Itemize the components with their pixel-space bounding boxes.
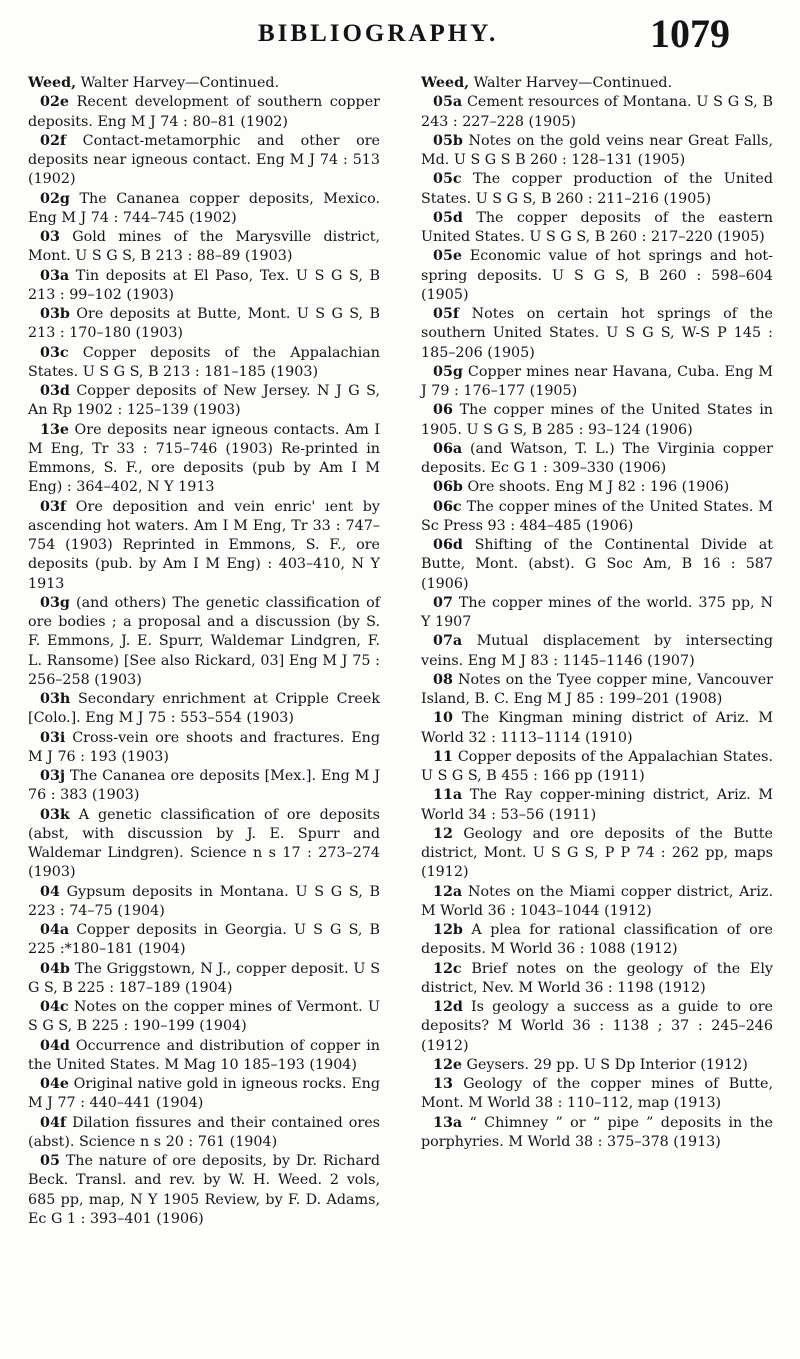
bibliography-entry (28, 344, 380, 383)
bibliography-entry (421, 132, 773, 171)
entry-key: 12d (433, 999, 463, 1015)
entry-key: 04f (40, 1114, 67, 1131)
page-header (0, 6, 800, 62)
entry-key: 08 (433, 671, 453, 688)
entry-citation: (and Watson, T. L.) The Virginia copper deposits. Ec G 1 : 309–330 (1906) (421, 440, 774, 476)
entry-citation: The copper deposits of the eastern United States. U S G S, B 260 : 217–220 (1905) (421, 209, 773, 245)
entry-key: 07a (433, 633, 463, 650)
entry-key: 02f (40, 132, 67, 149)
entry-key: 03d (40, 383, 70, 399)
bibliography-entry (421, 478, 773, 497)
page-number: 1079 (650, 11, 730, 56)
entry-key: 03b (40, 306, 70, 322)
entry-citation: Ore deposition and vein enric' ıent by ascending hot waters. Am I M Eng, Tr 33 : 747–754 (1903) Reprinted in Emmons, S. F., ore deposits (pub. by Am I M Eng) : 403–410, N Y 1913 (28, 498, 380, 592)
entry-key: 11a (433, 787, 463, 804)
entry-citation: Notes on the copper mines of Vermont. U S G S, B 225 : 190–199 (1904) (28, 999, 380, 1035)
entry-citation: Gold mines of the Marysville district, Mont. U S G S, B 213 : 88–89 (1903) (28, 229, 381, 265)
entry-key: 05b (433, 132, 463, 149)
bibliography-entry (421, 960, 773, 999)
bibliography-entry (421, 998, 773, 1056)
entry-citation: Secondary enrichment at Cripple Creek [Colo.]. Eng M J 75 : 553–554 (1903) (28, 691, 381, 727)
bibliography-entry (421, 93, 773, 132)
entry-key: 05e (433, 248, 462, 265)
bibliography-entry (28, 498, 380, 594)
entry-citation: The Ray copper-mining district, Ariz. M World 34 : 53–56 (1911) (421, 787, 773, 823)
entry-citation: Economic value of hot springs and hot-spring deposits. U S G S, B 260 : 598–604 (1905) (421, 248, 773, 303)
entry-key: 11 (433, 748, 453, 765)
entry-citation: Cross-vein ore shoots and fractures. Eng M J 76 : 193 (1903) (28, 729, 381, 765)
bibliography-entry (421, 748, 773, 787)
entry-citation: Ore deposits near igneous contacts. Am I M Eng, Tr 33 : 715–746 (1903) Re-printed in Emmons, S. F., ore deposits (pub by Am I M Eng) : 364–402, N Y 1913 (28, 421, 380, 496)
bibliography-entry (421, 401, 773, 440)
entry-key: 12 (433, 825, 453, 842)
entry-citation: The nature of ore deposits, by Dr. Richard Beck. Transl. and rev. by W. H. Weed. 2 vols, 685 pp, map, N Y 1905 Review, by F. D. Adams, Ec G 1 : 393–401 (1906) (28, 1153, 380, 1227)
entry-citation: Occurrence and distribution of copper in the United States. M Mag 10 185–193 (1904) (28, 1037, 380, 1073)
entry-key: 04a (40, 922, 70, 938)
bibliography-entry (28, 921, 380, 960)
entry-citation: Notes on the gold veins near Great Falls, Md. U S G S B 260 : 128–131 (1905) (421, 132, 773, 168)
entry-key: 03c (40, 344, 69, 361)
bibliography-entry (28, 960, 380, 999)
entry-citation: Notes on the Tyee copper mine, Vancouver Island, B. C. Eng M J 85 : 199–201 (1908) (421, 671, 774, 707)
entry-key: 03k (40, 806, 70, 823)
bibliography-entry (28, 190, 380, 229)
author-continued: Walter Harvey—Continued. (469, 75, 673, 91)
entry-citation: Ore shoots. Eng M J 82 : 196 (1906) (467, 479, 730, 496)
entry-key: 12c (433, 960, 462, 977)
entry-key: 13 (433, 1076, 453, 1092)
entry-key: 04d (40, 1037, 70, 1054)
entry-key: 03a (40, 267, 70, 284)
entry-key: 04 (40, 883, 60, 900)
author-heading (28, 74, 380, 93)
entry-key: 12a (433, 883, 463, 900)
bibliography-entry (28, 998, 380, 1037)
entry-citation: Mutual displacement by intersecting veins. Eng M J 83 : 1145–1146 (1907) (421, 633, 774, 669)
entry-key: 05 (40, 1153, 60, 1169)
bibliography-entry (421, 498, 773, 537)
bibliography-entry (421, 1075, 773, 1114)
entry-citation: The copper production of the United States. U S G S, B 260 : 211–216 (1905) (421, 171, 773, 207)
entry-key: 03j (40, 768, 66, 784)
entry-citation: Geysers. 29 pp. U S Dp Interior (1912) (466, 1056, 748, 1073)
bibliography-entry (421, 1056, 773, 1075)
author-continued: Walter Harvey—Continued. (76, 75, 280, 91)
entry-citation: Contact-metamorphic and other ore deposits near igneous contact. Eng M J 74 : 513 (1902) (28, 132, 381, 188)
bibliography-entry (421, 363, 773, 402)
entry-citation: Tin deposits at El Paso, Tex. U S G S, B 213 : 99–102 (1903) (28, 267, 380, 303)
entry-citation: Recent development of southern copper deposits. Eng M J 74 : 80–81 (1902) (28, 94, 381, 130)
running-title: BIBLIOGRAPHY. (258, 20, 499, 47)
entry-key: 03i (40, 729, 66, 746)
bibliography-entry (421, 1114, 773, 1153)
bibliography-entry (28, 1114, 380, 1153)
entry-citation: Copper deposits of New Jersey. N J G S, An Rp 1902 : 125–139 (1903) (28, 383, 381, 419)
entry-key: 07 (433, 594, 453, 611)
bibliography-entry (421, 921, 773, 960)
bibliography-entry (421, 786, 773, 825)
entry-citation: Gypsum deposits in Montana. U S G S, B 223 : 74–75 (1904) (28, 883, 380, 919)
entry-key: 13e (40, 421, 69, 438)
bibliography-entry (421, 632, 773, 671)
bibliography-entry (28, 883, 380, 922)
entry-citation: Cement resources of Montana. U S G S, B 243 : 227–228 (1905) (421, 94, 773, 130)
bibliography-entry (28, 729, 380, 768)
entry-citation: Geology and ore deposits of the Butte district, Mont. U S G S, P P 74 : 262 pp, maps (1912) (421, 825, 773, 881)
entry-citation: “ Chimney ” or “ pipe ” deposits in the porphyries. M World 38 : 375–378 (1913) (421, 1114, 773, 1150)
bibliography-entry (28, 690, 380, 729)
entry-citation: The Cananea copper deposits, Mexico. Eng M J 74 : 744–745 (1902) (28, 190, 380, 226)
bibliography-entry (421, 440, 773, 479)
entry-key: 05g (433, 363, 463, 380)
bibliography-entry (421, 825, 773, 883)
entry-key: 05f (433, 306, 460, 322)
entry-citation: (and others) The genetic classification of ore bodies ; a proposal and a discussion (by S. F. Emmons, J. E. Spurr, Waldemar Lindgren, F. L. Ransome) [See also Rickard, 03] Eng M J 75 : 256–258 (1903) (28, 594, 381, 688)
entry-citation: A plea for rational classification of ore deposits. M World 36 : 1088 (1912) (421, 922, 773, 958)
entry-key: 10 (433, 710, 453, 727)
entry-citation: Ore deposits at Butte, Mont. U S G S, B 213 : 170–180 (1903) (28, 306, 380, 342)
bibliography-entry (28, 1075, 380, 1114)
entry-key: 04e (40, 1076, 69, 1092)
right-column (421, 74, 773, 1152)
entry-key: 06d (433, 537, 463, 553)
bibliography-entry (28, 806, 380, 883)
bibliography-entry (421, 883, 773, 922)
entry-key: 05c (433, 171, 462, 188)
entry-key: 03 (40, 229, 60, 245)
bibliography-entry (421, 536, 773, 594)
entry-citation: Copper mines near Havana, Cuba. Eng M J 79 : 176–177 (1905) (421, 363, 773, 399)
entry-key: 02g (40, 190, 70, 207)
entry-citation: The Griggstown, N J., copper deposit. U S G S, B 225 : 187–189 (1904) (28, 960, 380, 996)
entry-citation: A genetic classification of ore deposits (abst, with discussion by J. E. Spurr and Waldemar Lindgren). Science n s 17 : 273–274 (1903) (28, 806, 381, 881)
entry-key: 06c (433, 498, 462, 515)
bibliography-entry (421, 305, 773, 363)
entry-citation: Copper deposits of the Appalachian States. U S G S, B 455 : 166 pp (1911) (421, 748, 774, 784)
entry-key: 04c (40, 999, 69, 1015)
bibliography-entry (28, 267, 380, 306)
entry-citation: Brief notes on the geology of the Ely district, Nev. M World 36 : 1198 (1912) (421, 960, 773, 996)
entry-citation: Original native gold in igneous rocks. Eng M J 77 : 440–441 (1904) (28, 1076, 380, 1112)
entry-key: 13a (433, 1114, 463, 1131)
bibliography-entry (28, 421, 380, 498)
entry-key: 03h (40, 691, 71, 707)
bibliography-entry (421, 709, 773, 748)
bibliography-entry (28, 382, 380, 421)
entry-citation: Notes on certain hot springs of the southern United States. U S G S, W-S P 145 : 185–206 (1905) (421, 306, 774, 361)
entry-key: 06b (433, 479, 463, 496)
bibliography-entry (28, 594, 380, 690)
entry-citation: Dilation fissures and their contained ores (abst). Science n s 20 : 761 (1904) (28, 1114, 381, 1150)
entry-key: 12b (433, 922, 463, 938)
entry-key: 05d (433, 209, 463, 226)
author-name: Weed, (421, 75, 470, 91)
entry-citation: Notes on the Miami copper district, Ariz. M World 36 : 1043–1044 (1912) (421, 883, 773, 919)
entry-key: 04b (40, 960, 70, 977)
entry-citation: The copper mines of the world. 375 pp, N Y 1907 (421, 594, 773, 630)
bibliography-entry (28, 228, 380, 267)
author-name: Weed, (28, 75, 77, 91)
entry-key: 06a (433, 440, 463, 457)
entry-key: 05a (433, 94, 463, 111)
entry-citation: Shifting of the Continental Divide at Butte, Mont. (abst). G Soc Am, B 16 : 587 (1906) (421, 537, 774, 592)
author-heading (421, 74, 773, 93)
bibliography-entry (28, 767, 380, 806)
bibliography-entry (421, 170, 773, 209)
entry-citation: Geology of the copper mines of Butte, Mont. M World 38 : 110–112, map (1913) (421, 1076, 774, 1112)
bibliography-entry (28, 1152, 380, 1229)
bibliography-entry (421, 671, 773, 710)
entry-key: 03g (40, 594, 70, 611)
entry-citation: Copper deposits of the Appalachian States. U S G S, B 213 : 181–185 (1903) (28, 344, 380, 380)
entry-citation: The copper mines of the United States. M Sc Press 93 : 484–485 (1906) (421, 498, 774, 534)
entry-citation: Is geology a success as a guide to ore deposits? M World 36 : 1138 ; 37 : 245–246 (1912) (421, 999, 774, 1054)
entry-citation: The Cananea ore deposits [Mex.]. Eng M J 76 : 383 (1903) (28, 768, 380, 804)
bibliography-entry (28, 305, 380, 344)
bibliography-entry (421, 209, 773, 248)
entry-key: 02e (40, 94, 69, 111)
bibliography-entry (421, 594, 773, 633)
bibliography-entry (28, 93, 380, 132)
entry-citation: The Kingman mining district of Ariz. M World 32 : 1113–1114 (1910) (421, 710, 773, 746)
left-column (28, 74, 380, 1229)
entry-citation: Copper deposits in Georgia. U S G S, B 225 :*180–181 (1904) (28, 922, 380, 958)
bibliography-entry (28, 1037, 380, 1076)
entry-citation: The copper mines of the United States in 1905. U S G S, B 285 : 93–124 (1906) (421, 402, 773, 438)
entry-key: 06 (433, 402, 453, 419)
entry-key: 03f (40, 498, 67, 515)
bibliography-entry (28, 132, 380, 190)
bibliography-entry (421, 247, 773, 305)
entry-key: 12e (433, 1056, 462, 1073)
